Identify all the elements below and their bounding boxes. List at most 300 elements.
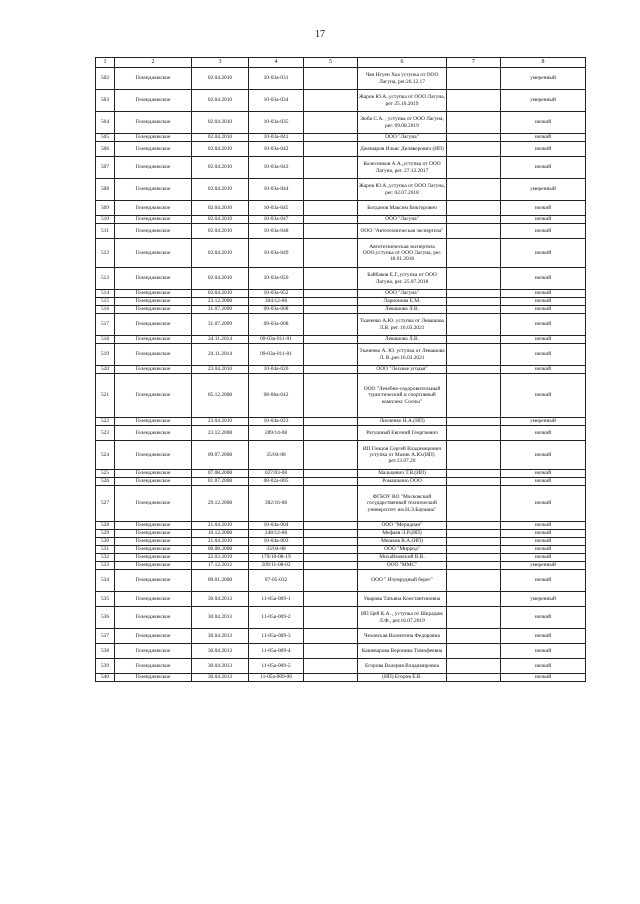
row-district: Геленджикское [115,157,192,179]
table-row [96,336,586,344]
row-col7 [447,486,501,522]
row-code: 10-03а-042 [249,142,304,157]
row-col7 [447,344,501,366]
row-code: 382/16-08 [249,486,304,522]
row-date: 30.04.2013 [192,644,249,659]
row-district: Геленджикское [115,201,192,216]
table-row [96,224,586,239]
table-row [96,306,586,314]
row-col5 [304,112,358,134]
row-code: 10-03а-052 [249,290,304,298]
row-district: Геленджикское [115,629,192,644]
row-col5 [304,644,358,659]
row-holder: Ткаченко А.Ю. уступка от Левашова Л.В. рег. 16.03.2021 [358,314,447,336]
row-district: Геленджикское [115,134,192,142]
row-holder: Мефаев Л.Р.(ИП) [358,530,447,538]
row-district: Геленджикское [115,374,192,418]
row-col5 [304,629,358,644]
table-row [96,239,586,268]
table-row [96,314,586,336]
row-col7 [447,290,501,298]
row-col5 [304,538,358,546]
row-risk-level: умеренный [501,418,586,426]
row-number: 538 [96,644,115,659]
row-date: 07.08.2008 [192,470,249,478]
row-col7 [447,90,501,112]
row-code: 10-04а-020 [249,366,304,374]
row-holder: ООО "ММС" [358,562,447,570]
row-risk-level: низкий [501,314,586,336]
row-code: 11-05а-009-2 [249,607,304,629]
row-date: 24.11.2014 [192,344,249,366]
row-code: 10-03а-031 [249,68,304,90]
row-col5 [304,68,358,90]
row-number: 529 [96,530,115,538]
row-number: 535 [96,592,115,607]
row-number: 507 [96,157,115,179]
table-row [96,366,586,374]
table-row [96,201,586,216]
row-code: 08-02а-005 [249,478,304,486]
row-col7 [447,418,501,426]
table-row [96,530,586,538]
table-row [96,592,586,607]
row-number: 504 [96,112,115,134]
table-row [96,374,586,418]
table-row [96,290,586,298]
row-code: 09-03а-008 [249,314,304,336]
row-code: 11-05а-009-3 [249,629,304,644]
row-risk-level: низкий [501,216,586,224]
row-col7 [447,216,501,224]
row-holder: Мальцевич Т.В.(ИП) [358,470,447,478]
row-col5 [304,470,358,478]
row-district: Геленджикское [115,522,192,530]
row-date: 02.04.2010 [192,268,249,290]
row-risk-level: низкий [501,486,586,522]
row-risk-level: низкий [501,298,586,306]
row-holder: ООО "Лагуна" [358,290,447,298]
row-holder: ФГБОУ ВО "Московский государственный технический университет им.Н.Э.Баумана" [358,486,447,522]
row-col7 [447,522,501,530]
row-code: 10-03а-050 [249,268,304,290]
row-col5 [304,298,358,306]
row-number: 510 [96,216,115,224]
row-holder: ИП Гонцов Сергей Владимирович уступка от Мазик А.Ю.(ИП) рег.13.07.20 [358,441,447,470]
row-risk-level: низкий [501,142,586,157]
row-col7 [447,201,501,216]
row-holder: Лисненко Н.А.(ИП) [358,418,447,426]
row-holder: Михайловский В.В. [358,554,447,562]
row-holder: Колесников А.А.,уступка от ООО Лагуна, рег. 27.12.2017 [358,157,447,179]
row-col7 [447,570,501,592]
row-risk-level: низкий [501,112,586,134]
row-col7 [447,179,501,201]
row-code: 10-03а-035 [249,112,304,134]
table-row [96,644,586,659]
row-col5 [304,592,358,607]
column-header: 7 [447,58,501,68]
row-number: 514 [96,290,115,298]
row-holder: Кашеварова Вероника Тимофеевна [358,644,447,659]
row-code: 304/12-08 [249,298,304,306]
row-number: 520 [96,366,115,374]
row-holder: (ИП) Егоров Е.В. [358,674,447,682]
row-col5 [304,216,358,224]
row-date: 02.04.2010 [192,142,249,157]
row-district: Геленджикское [115,644,192,659]
row-district: Геленджикское [115,290,192,298]
table-row [96,629,586,644]
row-risk-level: низкий [501,344,586,366]
row-district: Геленджикское [115,607,192,629]
row-code: 10-03а-043 [249,157,304,179]
row-district: Геленджикское [115,216,192,224]
row-date: 23.12.2008 [192,426,249,441]
row-district: Геленджикское [115,592,192,607]
row-risk-level: низкий [501,134,586,142]
row-code: 09-03а-008 [249,306,304,314]
row-number: 515 [96,298,115,306]
row-holder: Ткаченко А. Ю. уступка от Левашова Л. В.,рег.16.03.2021 [358,344,447,366]
row-holder: ООО "Автотехническая экспертиза" [358,224,447,239]
row-holder: Мешков В.А.(ИП) [358,538,447,546]
table-row [96,554,586,562]
row-number: 525 [96,470,115,478]
row-code: 35/04-08 [249,441,304,470]
row-col5 [304,157,358,179]
row-col7 [447,674,501,682]
row-col5 [304,344,358,366]
row-holder: Жаров Ю.А.,уступка от ООО Лагуна, рег 25.10.2019 [358,90,447,112]
row-holder: Зюба С.А. , уступка от ООО Лагуна, рег. 09.08.2019 [358,112,447,134]
row-number: 524 [96,441,115,470]
row-code: 10-03а-044 [249,179,304,201]
row-number: 536 [96,607,115,629]
row-district: Геленджикское [115,90,192,112]
row-code: 08-06а-042 [249,374,304,418]
row-number: 539 [96,659,115,674]
row-code: 09-03а-011-01 [249,336,304,344]
page-number: 17 [315,29,325,40]
row-code: 10-04а-004 [249,522,304,530]
row-col5 [304,134,358,142]
row-col7 [447,592,501,607]
row-district: Геленджикское [115,268,192,290]
row-date: 05.12.2008 [192,374,249,418]
row-risk-level: низкий [501,268,586,290]
row-code: 33/04-08 [249,546,304,554]
row-holder: ООО "Миррод" [358,546,447,554]
row-code: 11-05а-009-5 [249,659,304,674]
table-row [96,216,586,224]
row-date: 02.04.2010 [192,239,249,268]
row-col7 [447,478,501,486]
row-date: 02.04.2010 [192,224,249,239]
row-col7 [447,470,501,478]
table-row [96,659,586,674]
row-date: 30.04.2013 [192,592,249,607]
row-date: 30.04.2013 [192,659,249,674]
row-date: 09.07.2008 [192,441,249,470]
row-col7 [447,112,501,134]
row-date: 17.12.2012 [192,562,249,570]
row-risk-level: низкий [501,366,586,374]
row-number: 537 [96,629,115,644]
row-holder: Егорова Валерия Владимировна [358,659,447,674]
row-col5 [304,201,358,216]
row-district: Геленджикское [115,538,192,546]
column-header: 5 [304,58,358,68]
row-col7 [447,68,501,90]
row-col5 [304,478,358,486]
row-col7 [447,644,501,659]
row-risk-level: низкий [501,478,586,486]
row-district: Геленджикское [115,570,192,592]
row-col5 [304,366,358,374]
row-risk-level: умеренный [501,68,586,90]
row-date: 30.04.2013 [192,629,249,644]
row-code: 179/10-08-19 [249,554,304,562]
row-district: Геленджикское [115,366,192,374]
row-col5 [304,522,358,530]
row-date: 22.03.2019 [192,554,249,562]
table-row [96,179,586,201]
row-risk-level: низкий [501,441,586,470]
row-col5 [304,607,358,629]
row-risk-level: умеренный [501,90,586,112]
row-col7 [447,366,501,374]
row-col7 [447,441,501,470]
table-row [96,607,586,629]
row-col5 [304,426,358,441]
row-col7 [447,268,501,290]
row-district: Геленджикское [115,314,192,336]
row-number: 508 [96,179,115,201]
row-date: 02.04.2010 [192,112,249,134]
row-district: Геленджикское [115,418,192,426]
row-col5 [304,546,358,554]
row-date: 23.12.2008 [192,298,249,306]
row-col7 [447,554,501,562]
row-district: Геленджикское [115,562,192,570]
row-district: Геленджикское [115,659,192,674]
row-code: 10-03а-049 [249,239,304,268]
row-col5 [304,142,358,157]
row-holder: ООО "Лагуна" [358,216,447,224]
row-risk-level: низкий [501,522,586,530]
row-col7 [447,530,501,538]
row-risk-level: низкий [501,530,586,538]
table-row [96,142,586,157]
row-district: Геленджикское [115,554,192,562]
row-holder: Чеховская Валентина Федоровна [358,629,447,644]
row-district: Геленджикское [115,470,192,478]
row-date: 10.12.2008 [192,530,249,538]
row-district: Геленджикское [115,546,192,554]
row-holder: Чан Нгуен Хоа уступка от ООО Лагуна, рег.26.12.17 [358,68,447,90]
row-col5 [304,179,358,201]
row-holder: ООО " Изумрудный берег" [358,570,447,592]
row-date: 06.08.2008 [192,546,249,554]
row-date: 02.04.2010 [192,157,249,179]
table-row [96,478,586,486]
row-col5 [304,418,358,426]
row-risk-level: низкий [501,554,586,562]
row-number: 533 [96,562,115,570]
row-holder: ООО "Лагуна" [358,134,447,142]
row-code: 09-03а-011-01 [249,344,304,366]
row-col7 [447,142,501,157]
row-risk-level: низкий [501,470,586,478]
row-risk-level: умеренный [501,592,586,607]
row-date: 31.07.2009 [192,306,249,314]
table-header-row [96,58,586,68]
row-code: 10-04а-003 [249,538,304,546]
row-date: 02.04.2010 [192,134,249,142]
row-date: 02.04.2010 [192,90,249,112]
row-number: 532 [96,554,115,562]
row-col5 [304,554,358,562]
row-holder: Левашова Л.В. [358,336,447,344]
row-col5 [304,268,358,290]
row-col5 [304,239,358,268]
row-holder: Ратушный Евгений Георгиевич [358,426,447,441]
row-number: 526 [96,478,115,486]
row-number: 540 [96,674,115,682]
table-row [96,538,586,546]
row-holder: ООО "Лесные угодья" [358,366,447,374]
row-col5 [304,486,358,522]
row-risk-level: низкий [501,336,586,344]
row-holder: Ларионова Е.М. [358,298,447,306]
row-risk-level: низкий [501,374,586,418]
row-col5 [304,336,358,344]
row-holder: Байбаков Е.Г.,уступка от ООО Лагуна, рег. 25.07.2018 [358,268,447,290]
row-risk-level: низкий [501,629,586,644]
row-number: 512 [96,239,115,268]
row-risk-level: низкий [501,426,586,441]
row-col7 [447,134,501,142]
row-code: 11-05а-009-1 [249,592,304,607]
row-col7 [447,562,501,570]
row-date: 31.07.2009 [192,314,249,336]
row-code: 289/14-08 [249,426,304,441]
row-date: 01.07.2008 [192,478,249,486]
row-risk-level: низкий [501,538,586,546]
row-holder: ИП Цей К.А. , уступка от Шкрадюк Л.Ф., рег.16.07.2019 [358,607,447,629]
row-date: 21.04.2010 [192,522,249,530]
row-number: 516 [96,306,115,314]
row-number: 534 [96,570,115,592]
row-col5 [304,562,358,570]
table-row [96,90,586,112]
table-row [96,470,586,478]
row-date: 23.04.2010 [192,418,249,426]
row-district: Геленджикское [115,112,192,134]
row-number: 511 [96,224,115,239]
row-date: 02.04.2010 [192,216,249,224]
table-row [96,268,586,290]
row-date: 29.12.2008 [192,486,249,522]
row-number: 519 [96,344,115,366]
row-code: 11-05а-009-4 [249,644,304,659]
row-col7 [447,298,501,306]
row-number: 503 [96,90,115,112]
table-row [96,486,586,522]
row-number: 509 [96,201,115,216]
table-row [96,522,586,530]
row-col7 [447,239,501,268]
row-date: 02.04.2010 [192,201,249,216]
row-risk-level: низкий [501,306,586,314]
row-district: Геленджикское [115,441,192,470]
row-code: 11-05а-009-06 [249,674,304,682]
row-district: Геленджикское [115,486,192,522]
row-district: Геленджикское [115,336,192,344]
table-row [96,157,586,179]
row-col5 [304,570,358,592]
column-header: 3 [192,58,249,68]
column-header: 4 [249,58,304,68]
row-col7 [447,306,501,314]
row-number: 502 [96,68,115,90]
row-col5 [304,306,358,314]
row-date: 24.11.2014 [192,336,249,344]
row-district: Геленджикское [115,224,192,239]
row-col7 [447,314,501,336]
row-date: 30.04.2013 [192,674,249,682]
row-code: 10-03а-048 [249,224,304,239]
row-risk-level: умеренный [501,179,586,201]
row-risk-level: низкий [501,546,586,554]
row-risk-level: низкий [501,239,586,268]
row-number: 523 [96,426,115,441]
row-col7 [447,426,501,441]
table-row [96,298,586,306]
row-date: 21.04.2010 [192,538,249,546]
row-col5 [304,530,358,538]
row-district: Геленджикское [115,239,192,268]
row-col5 [304,224,358,239]
row-district: Геленджикское [115,478,192,486]
row-col7 [447,374,501,418]
row-risk-level: низкий [501,607,586,629]
row-number: 527 [96,486,115,522]
row-col7 [447,659,501,674]
column-header: 8 [501,58,586,68]
row-number: 528 [96,522,115,530]
row-col7 [447,157,501,179]
row-col5 [304,674,358,682]
row-district: Геленджикское [115,306,192,314]
row-code: 10-03а-034 [249,90,304,112]
row-holder: Джешаров Ильяс Диляверович (ИП) [358,142,447,157]
row-date: 02.04.2010 [192,68,249,90]
row-col5 [304,314,358,336]
table-row [96,418,586,426]
row-number: 517 [96,314,115,336]
row-holder: Автотехническая экспертиза ООО,уступка от ООО Лагуна, рег. 18.01.2018 [358,239,447,268]
column-header: 6 [358,58,447,68]
row-district: Геленджикское [115,142,192,157]
table-row [96,426,586,441]
row-risk-level: низкий [501,674,586,682]
table-row [96,570,586,592]
row-district: Геленджикское [115,298,192,306]
column-header: 2 [115,58,192,68]
table-row [96,441,586,470]
